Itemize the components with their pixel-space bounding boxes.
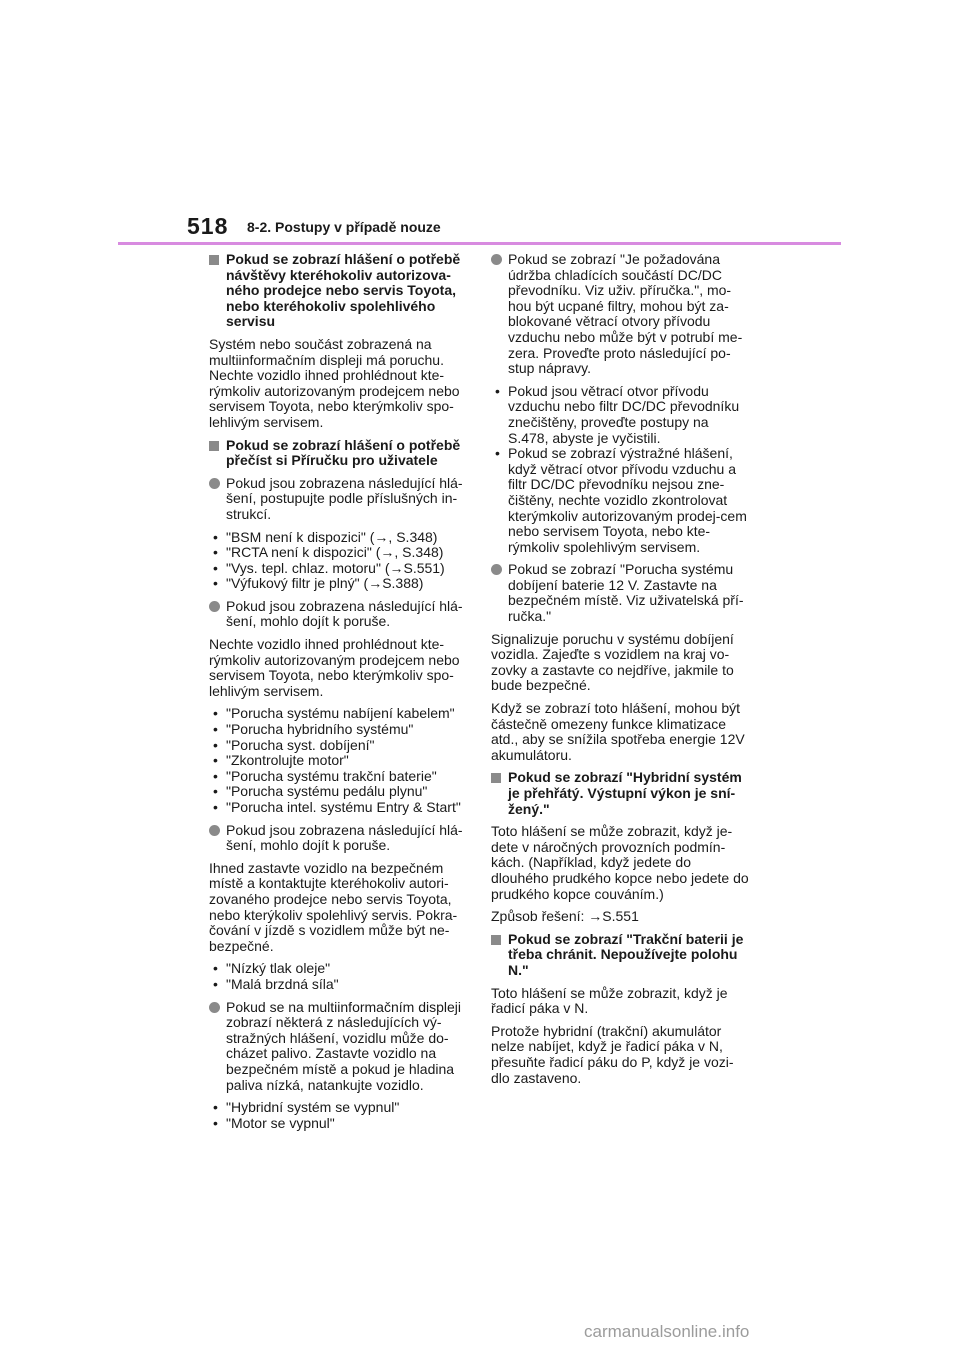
bullet-item	[209, 706, 467, 722]
section-heading	[209, 252, 467, 330]
text: Pokud jsou zobrazena následující hlá-šení, mohlo dojít k poruše.	[226, 821, 463, 854]
bullet-dot-icon: •	[213, 705, 218, 722]
text: Pokud se zobrazí "Trakční baterii je třeba chránit. Nepoužívejte polohu N."	[508, 930, 744, 978]
text: Když se zobrazí toto hlášení, mohou být částečně omezeny funkce klimatizace atd., aby se snížila spotřeba energie 12V akumulátoru.	[491, 700, 745, 763]
circle-bullet-icon	[209, 1002, 220, 1013]
bullet-item	[209, 1116, 467, 1132]
page-header	[0, 0, 960, 250]
bullet-item	[491, 446, 749, 555]
bullet-item	[209, 545, 467, 561]
bullet-item	[209, 800, 467, 816]
text: "Motor se vypnul"	[226, 1114, 335, 1131]
text: "Porucha hybridního systému"	[226, 721, 414, 738]
circle-item	[491, 252, 749, 377]
text: Pokud se zobrazí hlášení o potřebě návštěvy kteréhokoliv autorizova-ného prodejce nebo servis Toyota, nebo kteréhokoliv spolehlivého servisu	[226, 251, 461, 330]
bullet-dot-icon: •	[213, 575, 218, 592]
text: Toto hlášení se může zobrazit, když je řadicí páka v N.	[491, 984, 728, 1017]
text: Pokud jsou zobrazena následující hlá-šení, mohlo dojít k poruše.	[226, 597, 463, 630]
bullet-dot-icon: •	[213, 783, 218, 800]
bullet-dot-icon: •	[213, 544, 218, 561]
text: "Porucha systému trakční baterie"	[226, 767, 437, 784]
text: Způsob řešení: →S.551	[491, 908, 639, 925]
bullet-item	[209, 561, 467, 577]
paragraph	[491, 986, 749, 1017]
square-bullet-icon	[491, 935, 501, 945]
text: Pokud se zobrazí výstražné hlášení, když větrací otvor přívodu vzduchu a filtr DC/DC převodníku nejsou zne-čištěny, nechte vozidlo zkontrolovat kterýmkoliv autorizovaným prodej-cem nebo servisem Toyota, nebo kte-rýmkoliv spolehlivým servisem.	[508, 445, 747, 555]
text: "RCTA není k dispozici" (→, S.348)	[226, 544, 444, 561]
bullet-dot-icon: •	[495, 445, 500, 462]
text: Pokud jsou větrací otvor přívodu vzduchu nebo filtr DC/DC převodníku znečištěny, proveďte postupy na S.478, abyste je vyčistili.	[508, 382, 740, 446]
text: Ihned zastavte vozidlo na bezpečném místě a kontaktujte kteréhokoliv autori-zovaného prodejce nebo servis Toyota, nebo kterýkoliv spolehlivý servis. Pokra-čování v jízdě s vozidlem může být ne-bezpečné.	[209, 859, 458, 954]
text: "Vys. tepl. chlaz. motoru" (→S.551)	[226, 559, 445, 576]
circle-item	[209, 1000, 467, 1094]
bullet-dot-icon: •	[213, 1114, 218, 1131]
bullet-item	[209, 784, 467, 800]
bullet-dot-icon: •	[495, 382, 500, 399]
circle-bullet-icon	[209, 825, 220, 836]
circle-item	[491, 562, 749, 624]
bullet-dot-icon: •	[213, 528, 218, 545]
left-column	[209, 252, 467, 1138]
bullet-item	[209, 769, 467, 785]
bullet-item	[209, 576, 467, 592]
paragraph	[209, 861, 467, 955]
text: Pokud se na multiinformačním displeji zobrazí některá z následujících vý-stražných hlášení, vozidlu může do-cházet palivo. Zastavte vozidlo na bezpečném místě a pokud je hladina paliva nízká, natankujte vozidlo.	[226, 998, 461, 1093]
bullet-dot-icon: •	[213, 752, 218, 769]
text: Systém nebo součást zobrazená na multiinformačním displeji má poruchu. Nechte vozidlo ihned prohlédnout kte-rýmkoliv autorizovaným prodejcem nebo servisem Toyota, nebo kterýmkoliv spo-lehlivým servisem.	[209, 335, 460, 430]
text: Pokud se zobrazí "Porucha systému dobíjení baterie 12 V. Zastavte na bezpečném místě. Viz uživatelská pří-ručka."	[508, 561, 744, 625]
bullet-dot-icon: •	[213, 799, 218, 815]
bullet-dot-icon: •	[213, 736, 218, 753]
paragraph	[491, 632, 749, 694]
bullet-item	[209, 1100, 467, 1116]
page-number: 518	[187, 213, 229, 239]
paragraph	[491, 909, 749, 925]
circle-item	[209, 599, 467, 630]
section-heading	[491, 770, 749, 817]
square-bullet-icon	[209, 255, 219, 265]
bullet-item	[209, 530, 467, 546]
text: Pokud se zobrazí "Hybridní systém je přehřátý. Výstupní výkon je sní-žený."	[508, 769, 742, 817]
text: "Porucha systému pedálu plynu"	[226, 783, 428, 800]
circle-bullet-icon	[491, 254, 502, 265]
header-rule	[118, 242, 841, 245]
text: "Porucha syst. dobíjení"	[226, 736, 375, 753]
circle-bullet-icon	[491, 564, 502, 575]
circle-item	[209, 823, 467, 854]
paragraph	[491, 1024, 749, 1086]
bullet-dot-icon: •	[213, 559, 218, 576]
text: "Výfukový filtr je plný" (→S.388)	[226, 575, 424, 592]
circle-bullet-icon	[209, 478, 220, 489]
bullet-item	[209, 961, 467, 977]
text: "Zkontrolujte motor"	[226, 752, 349, 769]
text: Signalizuje poruchu v systému dobíjení vozidla. Zajeďte s vozidlem na kraj vo-zovky a zastavte co nejdříve, jakmile to bude bezpečné.	[491, 630, 734, 694]
section-heading	[491, 932, 749, 979]
text: "Porucha intel. systému Entry & Start"	[226, 799, 461, 815]
square-bullet-icon	[491, 773, 501, 783]
bullet-item	[209, 977, 467, 993]
paragraph	[491, 824, 749, 902]
footer-watermark: carmanualsonline.info	[584, 1322, 750, 1341]
right-column	[491, 252, 749, 1093]
bullet-dot-icon: •	[213, 975, 218, 992]
text: Pokud jsou zobrazena následující hlá-šení, postupujte podle příslušných in-strukcí.	[226, 474, 463, 522]
text: Protože hybridní (trakční) akumulátor nelze nabíjet, když je řadicí páka v N, přesuňte řadicí páku do P, když je vozi-dlo zastaveno.	[491, 1022, 734, 1086]
text: "Porucha systému nabíjení kabelem"	[226, 705, 455, 722]
bullet-item	[209, 722, 467, 738]
text: Nechte vozidlo ihned prohlédnout kte-rýmkoliv autorizovaným prodejcem nebo servisem Toyota, nebo kterýmkoliv spo-lehlivým servisem.	[209, 636, 460, 699]
circle-bullet-icon	[209, 601, 220, 612]
bullet-dot-icon: •	[213, 1099, 218, 1116]
paragraph	[491, 701, 749, 763]
bullet-dot-icon: •	[213, 767, 218, 784]
paragraph	[209, 637, 467, 699]
section-heading	[209, 438, 467, 469]
text: "Nízký tlak oleje"	[226, 960, 331, 977]
bullet-item	[209, 753, 467, 769]
bullet-dot-icon: •	[213, 721, 218, 738]
text: "Hybridní systém se vypnul"	[226, 1099, 400, 1116]
square-bullet-icon	[209, 441, 219, 451]
bullet-item	[491, 384, 749, 446]
bullet-dot-icon: •	[213, 960, 218, 977]
text: "BSM není k dispozici" (→, S.348)	[226, 528, 438, 545]
bullet-item	[209, 738, 467, 754]
text: Pokud se zobrazí "Je požadována údržba chladících součástí DC/DC převodníku. Viz uživ. příručka.", mo-hou být ucpané filtry, mohou být za-blokované větrací otvory přívodu vzduchu nebo může být v potrubí me-zera. Proveďte proto následující po-stup nápravy.	[508, 251, 743, 377]
text: Pokud se zobrazí hlášení o potřebě přečíst si Příručku pro uživatele	[226, 436, 461, 469]
text: "Malá brzdná síla"	[226, 975, 339, 992]
paragraph	[209, 337, 467, 431]
text: Toto hlášení se může zobrazit, když je-dete v náročných provozních podmín-kách. (Například, když jedete do dlouhého prudkého kopce nebo jedete do prudkého kopce couváním.)	[491, 823, 749, 902]
circle-item	[209, 476, 467, 523]
chapter-title: 8-2. Postupy v případě nouze	[247, 219, 441, 235]
